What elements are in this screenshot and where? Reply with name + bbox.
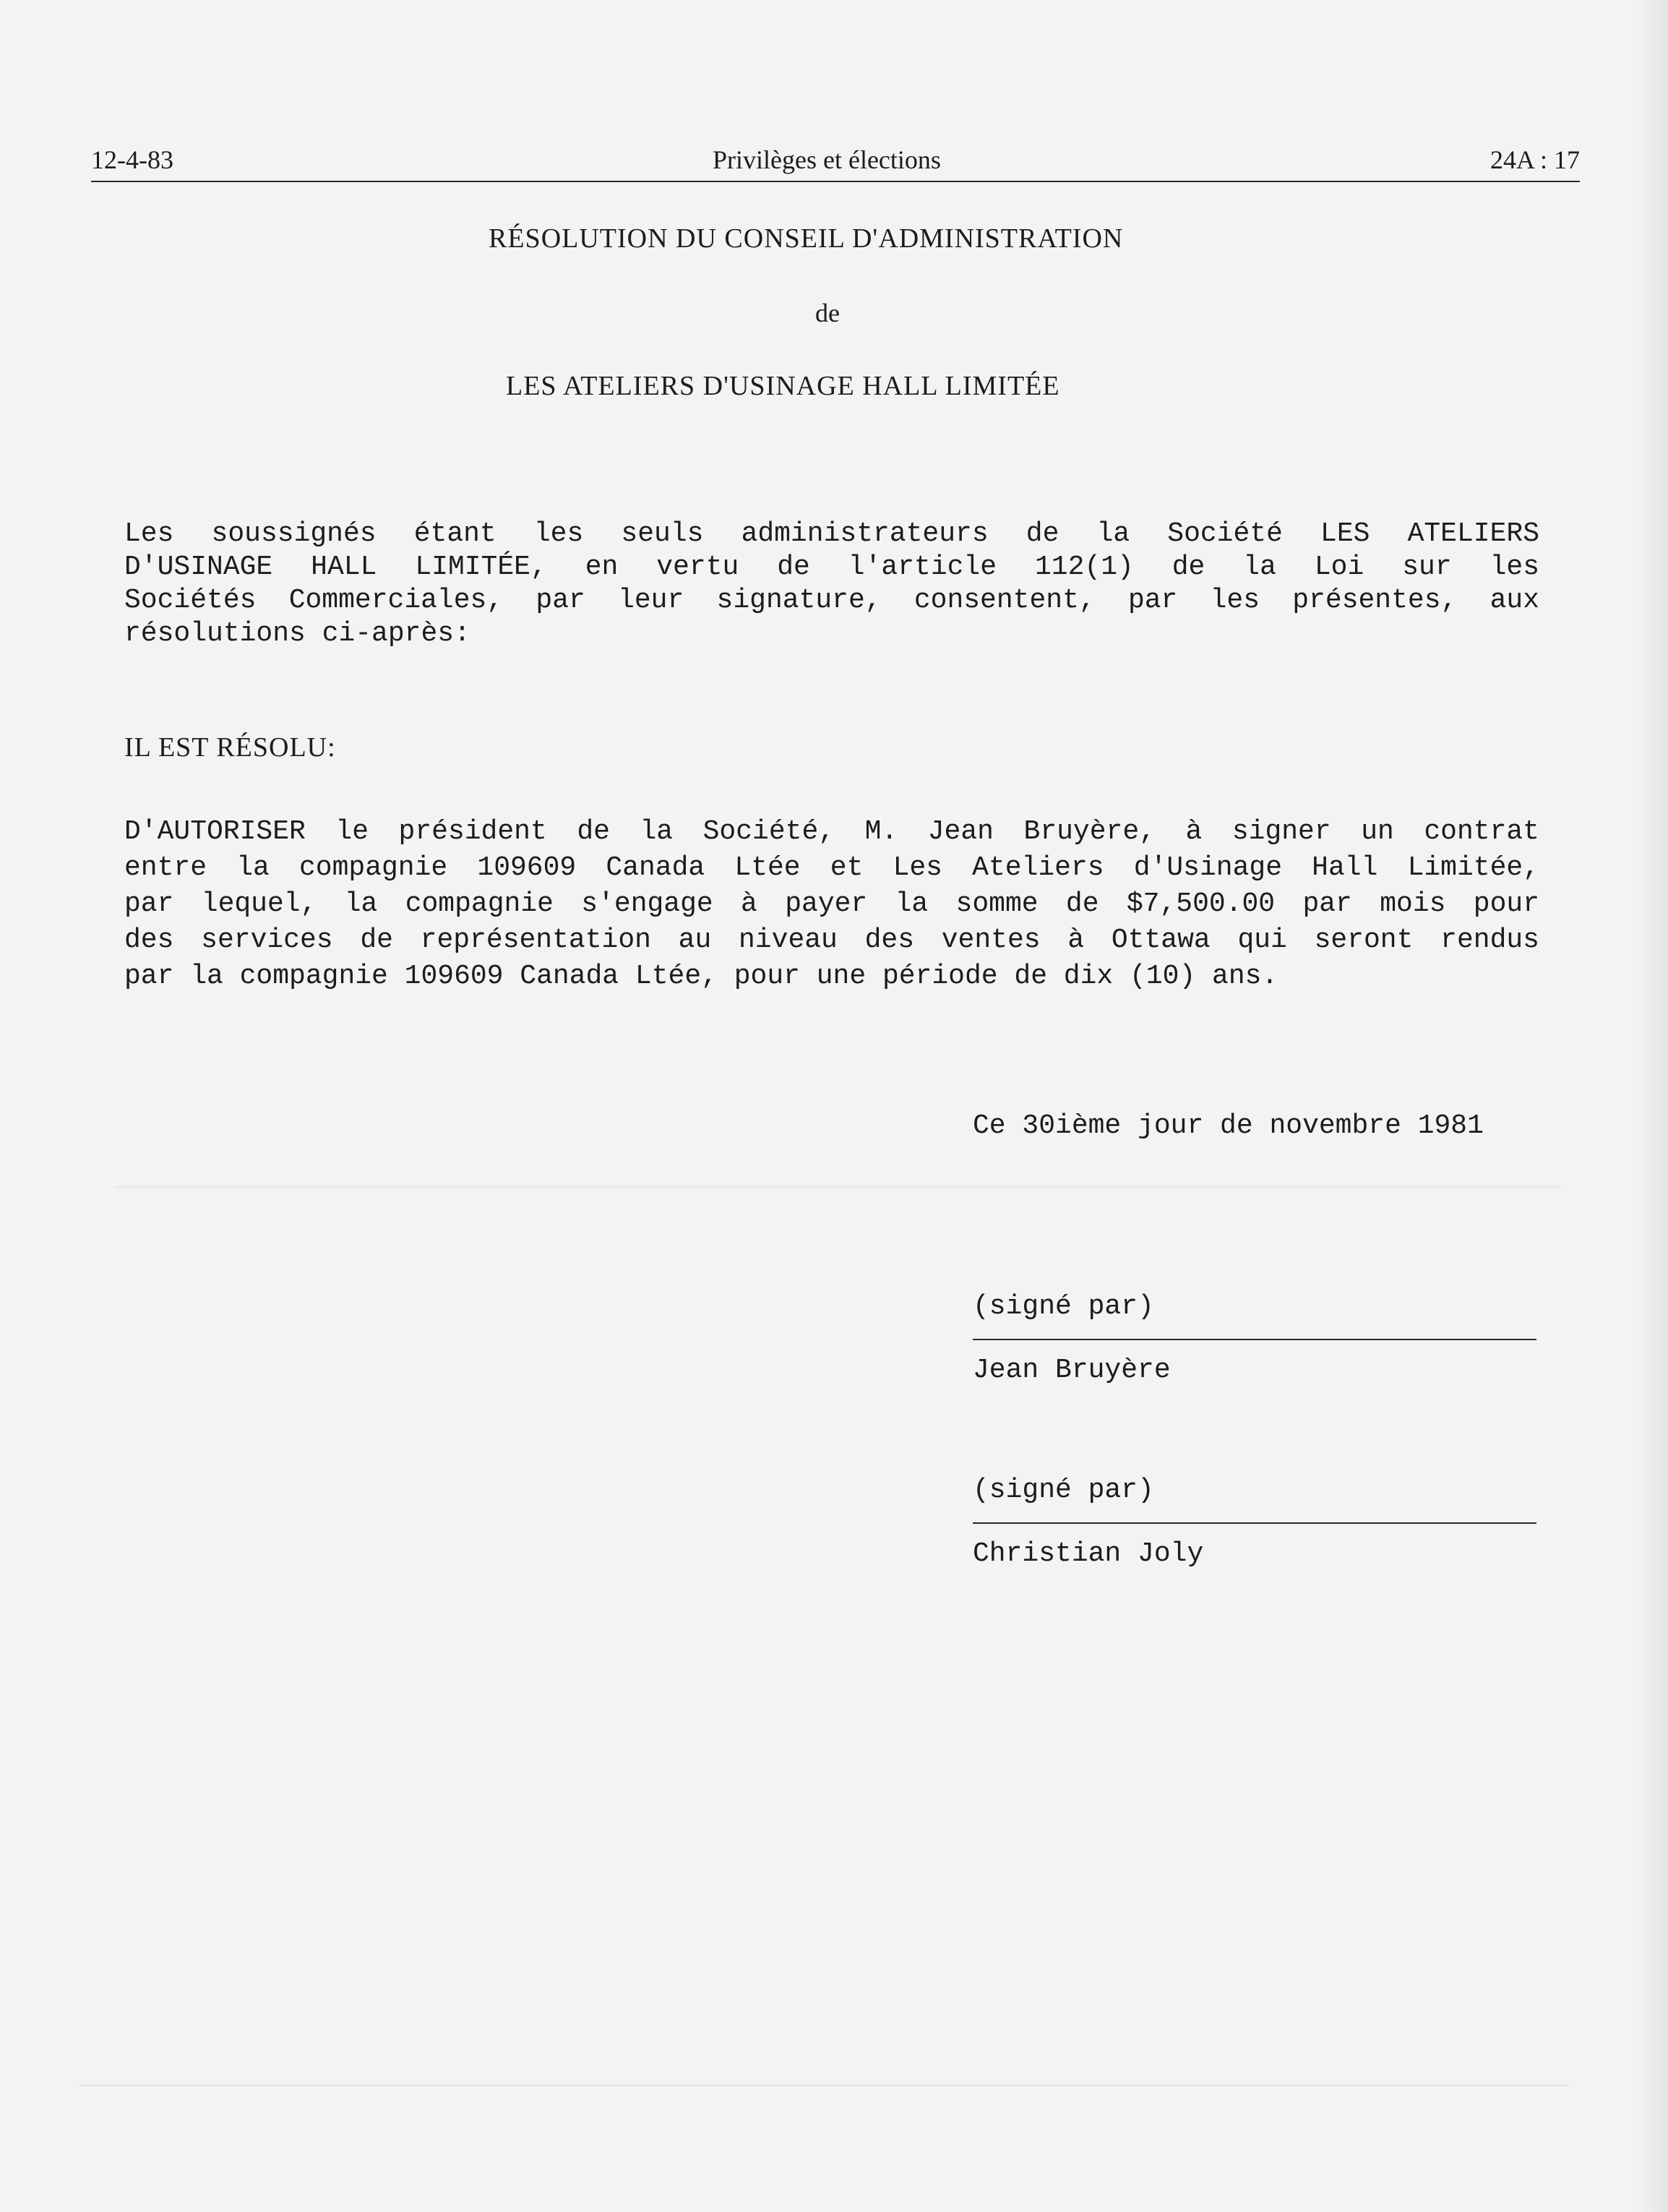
signatory-name: Christian Joly xyxy=(973,1538,1204,1569)
running-head xyxy=(91,136,1580,179)
company-name-title: LES ATELIERS D'USINAGE HALL LIMITÉE xyxy=(506,371,1060,401)
paragraph-line: par lequel, la compagnie s'engage à payer la somme de $7,500.00 par mois pour xyxy=(124,888,1539,919)
signed-by-label: (signé par) xyxy=(973,1291,1154,1322)
paragraph-line: des services de représentation au niveau des ventes à Ottawa qui seront rendus xyxy=(124,925,1539,956)
document-title-connector: de xyxy=(815,299,840,327)
header-page-ref: 24A : 17 xyxy=(1489,145,1580,174)
document-title: RÉSOLUTION DU CONSEIL D'ADMINISTRATION xyxy=(489,223,1124,254)
page-edge-shadow xyxy=(1639,0,1668,2212)
resolution-heading: IL EST RÉSOLU: xyxy=(124,732,336,763)
paragraph-line: D'AUTORISER le président de la Société, M. Jean Bruyère, à signer un contrat xyxy=(124,816,1539,847)
header-section: Privilèges et élections xyxy=(713,145,941,174)
paragraph-line: D'USINAGE HALL LIMITÉE, en vertu de l'article 112(1) de la Loi sur les xyxy=(124,552,1539,583)
signature-line xyxy=(973,1522,1536,1524)
bleed-through-mark xyxy=(116,1186,1561,1188)
footer-rule xyxy=(79,2085,1568,2086)
signed-by-label: (signé par) xyxy=(973,1475,1154,1506)
paragraph-line: par la compagnie 109609 Canada Ltée, pour une période de dix (10) ans. xyxy=(124,961,1278,992)
intro-paragraph xyxy=(124,518,1539,651)
paragraph-line: résolutions ci-après: xyxy=(124,618,470,649)
header-rule xyxy=(91,181,1580,182)
date-line: Ce 30ième jour de novembre 1981 xyxy=(973,1110,1484,1141)
signatory-name: Jean Bruyère xyxy=(973,1355,1171,1386)
paragraph-line: Les soussignés étant les seuls administrateurs de la Société LES ATELIERS xyxy=(124,518,1539,549)
resolution-paragraph xyxy=(124,814,1539,995)
header-date: 12-4-83 xyxy=(91,145,173,174)
signature-line xyxy=(973,1339,1536,1340)
paragraph-line: entre la compagnie 109609 Canada Ltée et Les Ateliers d'Usinage Hall Limitée, xyxy=(124,852,1539,883)
paragraph-line: Sociétés Commerciales, par leur signature, consentent, par les présentes, aux xyxy=(124,585,1539,616)
